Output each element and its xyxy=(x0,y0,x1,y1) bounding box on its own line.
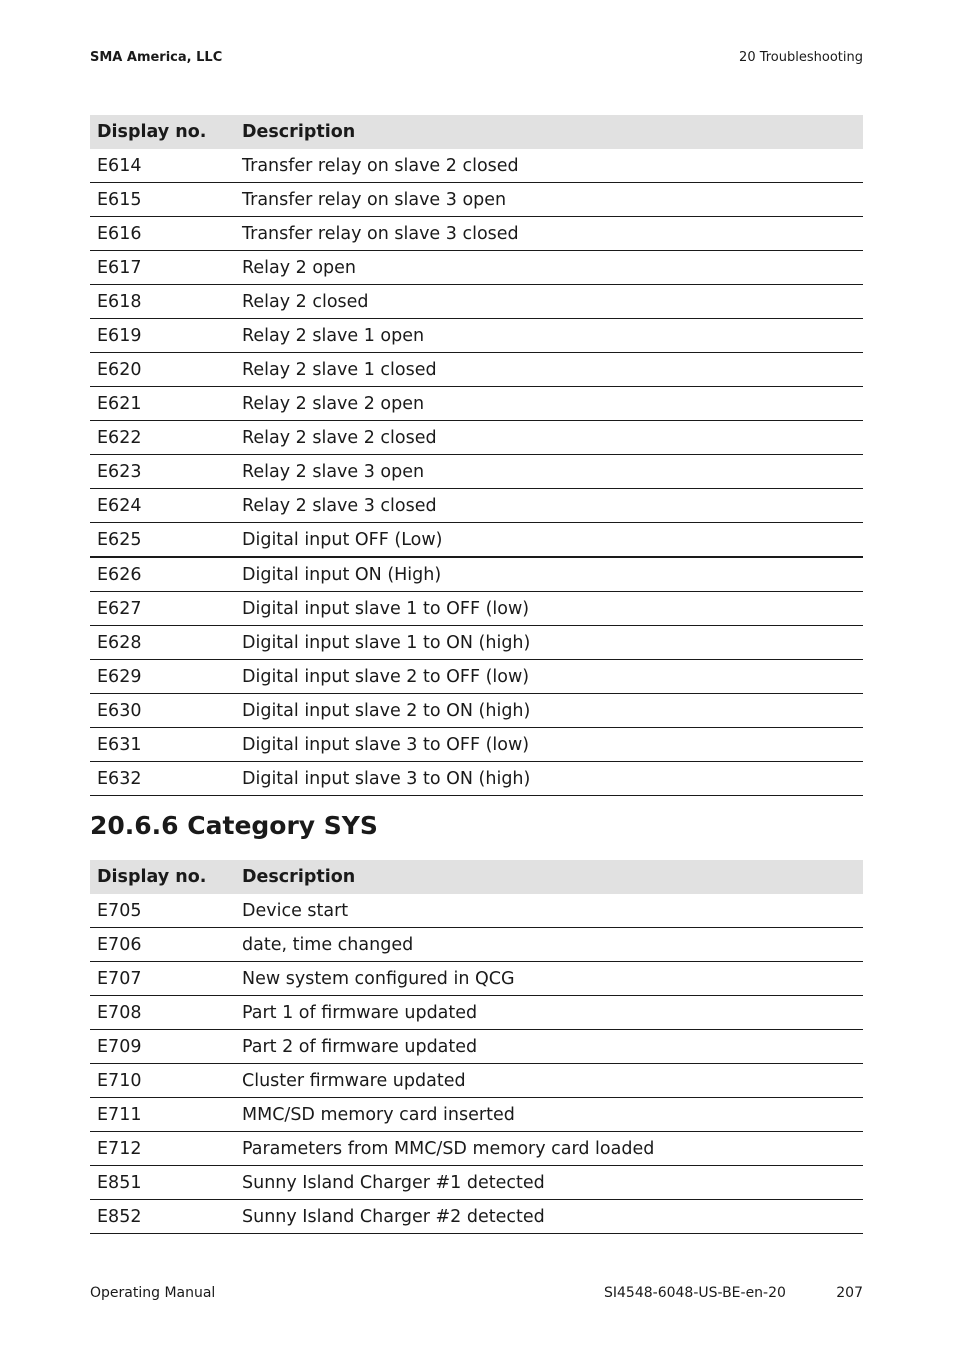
display-no-cell: E626 xyxy=(90,557,235,592)
description-cell: Digital input slave 2 to ON (high) xyxy=(235,694,863,728)
footer-manual: Operating Manual xyxy=(90,1285,216,1301)
table-header-row xyxy=(90,115,863,149)
description-cell: MMC/SD memory card inserted xyxy=(235,1098,863,1132)
description-cell: Relay 2 slave 1 open xyxy=(235,319,863,353)
description-cell: Digital input slave 3 to ON (high) xyxy=(235,762,863,796)
section-title: 20.6.6 Category SYS xyxy=(90,811,378,840)
table-row xyxy=(90,489,863,523)
description-cell: Digital input slave 1 to OFF (low) xyxy=(235,592,863,626)
table-row xyxy=(90,285,863,319)
description-cell: Digital input OFF (Low) xyxy=(235,523,863,558)
display-no-cell: E711 xyxy=(90,1098,235,1132)
description-cell: Digital input slave 3 to OFF (low) xyxy=(235,728,863,762)
display-no-cell: E625 xyxy=(90,523,235,558)
description-cell: Transfer relay on slave 3 open xyxy=(235,183,863,217)
display-no-cell: E707 xyxy=(90,962,235,996)
header-company: SMA America, LLC xyxy=(90,50,223,65)
display-no-cell: E620 xyxy=(90,353,235,387)
page-number: 207 xyxy=(836,1285,863,1301)
description-cell: Digital input slave 1 to ON (high) xyxy=(235,626,863,660)
column-header-display-no: Display no. xyxy=(90,860,235,894)
table-row xyxy=(90,217,863,251)
table-row xyxy=(90,455,863,489)
description-cell: Transfer relay on slave 2 closed xyxy=(235,149,863,183)
table-row xyxy=(90,387,863,421)
display-no-cell: E614 xyxy=(90,149,235,183)
description-cell: Relay 2 slave 3 open xyxy=(235,455,863,489)
table-row xyxy=(90,660,863,694)
table-row xyxy=(90,694,863,728)
description-cell: Part 1 of firmware updated xyxy=(235,996,863,1030)
display-no-cell: E622 xyxy=(90,421,235,455)
description-cell: Relay 2 slave 3 closed xyxy=(235,489,863,523)
table-row xyxy=(90,1132,863,1166)
description-cell: Cluster firmware updated xyxy=(235,1064,863,1098)
display-no-cell: E632 xyxy=(90,762,235,796)
footer-doc-id: SI4548-6048-US-BE-en-20 xyxy=(604,1285,786,1301)
table-row xyxy=(90,1166,863,1200)
display-no-cell: E631 xyxy=(90,728,235,762)
display-no-cell: E630 xyxy=(90,694,235,728)
table-row xyxy=(90,592,863,626)
description-cell: New system configured in QCG xyxy=(235,962,863,996)
description-cell: Part 2 of firmware updated xyxy=(235,1030,863,1064)
table-row xyxy=(90,251,863,285)
display-no-cell: E623 xyxy=(90,455,235,489)
table-row xyxy=(90,996,863,1030)
table-row xyxy=(90,523,863,558)
description-cell: date, time changed xyxy=(235,928,863,962)
display-no-cell: E615 xyxy=(90,183,235,217)
table-row xyxy=(90,1064,863,1098)
table-row xyxy=(90,421,863,455)
description-cell: Digital input ON (High) xyxy=(235,557,863,592)
table-row xyxy=(90,1200,863,1234)
display-no-cell: E706 xyxy=(90,928,235,962)
table-row xyxy=(90,962,863,996)
event-table-1 xyxy=(90,115,863,796)
description-cell: Device start xyxy=(235,894,863,928)
display-no-cell: E621 xyxy=(90,387,235,421)
display-no-cell: E705 xyxy=(90,894,235,928)
table-row xyxy=(90,894,863,928)
table-row xyxy=(90,728,863,762)
display-no-cell: E709 xyxy=(90,1030,235,1064)
column-header-description: Description xyxy=(235,860,863,894)
display-no-cell: E629 xyxy=(90,660,235,694)
description-cell: Relay 2 open xyxy=(235,251,863,285)
display-no-cell: E852 xyxy=(90,1200,235,1234)
description-cell: Relay 2 slave 1 closed xyxy=(235,353,863,387)
table-row xyxy=(90,353,863,387)
display-no-cell: E624 xyxy=(90,489,235,523)
display-no-cell: E708 xyxy=(90,996,235,1030)
description-cell: Digital input slave 2 to OFF (low) xyxy=(235,660,863,694)
table-row xyxy=(90,149,863,183)
description-cell: Transfer relay on slave 3 closed xyxy=(235,217,863,251)
table-row xyxy=(90,557,863,592)
display-no-cell: E712 xyxy=(90,1132,235,1166)
table-row xyxy=(90,1030,863,1064)
display-no-cell: E627 xyxy=(90,592,235,626)
table-row xyxy=(90,183,863,217)
event-table-2 xyxy=(90,860,863,1234)
table-row xyxy=(90,762,863,796)
column-header-description: Description xyxy=(235,115,863,149)
display-no-cell: E616 xyxy=(90,217,235,251)
table-row xyxy=(90,319,863,353)
description-cell: Relay 2 slave 2 open xyxy=(235,387,863,421)
description-cell: Relay 2 slave 2 closed xyxy=(235,421,863,455)
description-cell: Sunny Island Charger #2 detected xyxy=(235,1200,863,1234)
display-no-cell: E710 xyxy=(90,1064,235,1098)
table-row xyxy=(90,626,863,660)
description-cell: Relay 2 closed xyxy=(235,285,863,319)
display-no-cell: E851 xyxy=(90,1166,235,1200)
display-no-cell: E618 xyxy=(90,285,235,319)
display-no-cell: E617 xyxy=(90,251,235,285)
description-cell: Sunny Island Charger #1 detected xyxy=(235,1166,863,1200)
header-chapter: 20 Troubleshooting xyxy=(739,50,863,65)
display-no-cell: E619 xyxy=(90,319,235,353)
description-cell: Parameters from MMC/SD memory card loaded xyxy=(235,1132,863,1166)
table-row xyxy=(90,1098,863,1132)
display-no-cell: E628 xyxy=(90,626,235,660)
column-header-display-no: Display no. xyxy=(90,115,235,149)
table-header-row xyxy=(90,860,863,894)
table-row xyxy=(90,928,863,962)
